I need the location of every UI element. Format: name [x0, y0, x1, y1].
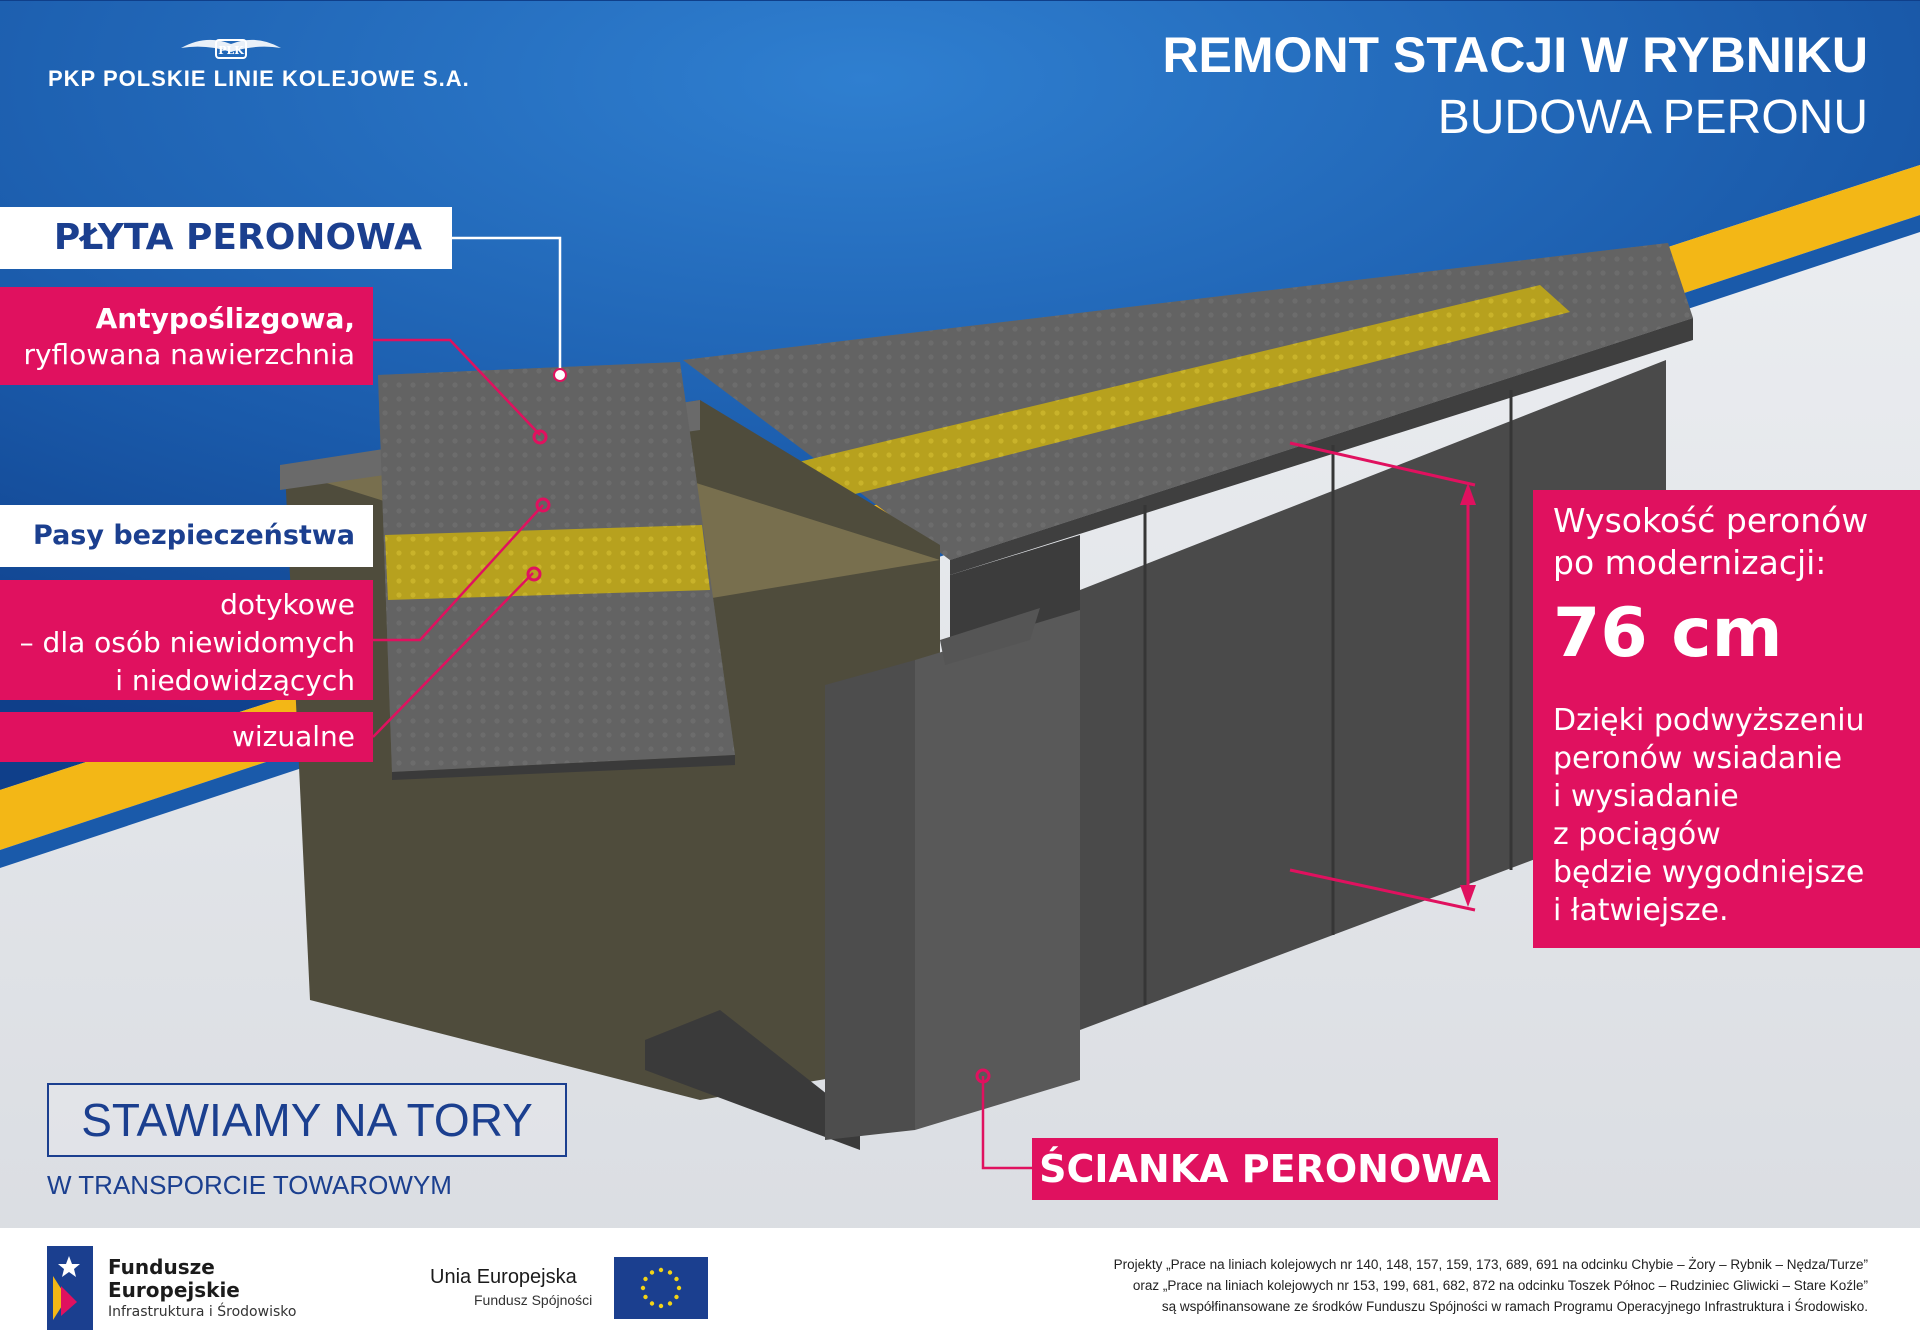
height-info-box [1533, 490, 1920, 948]
slogan-main: STAWIAMY NA TORY [81, 1094, 533, 1146]
fundusze-europejskie-logo-icon [47, 1246, 93, 1330]
ue-subtitle: Fundusz Spójności [474, 1292, 593, 1308]
projects-line-3: są współfinansowane ze środków Funduszu Spójności w ramach Programu Operacyjnego Infrastruktura i Środowisko. [1161, 1299, 1868, 1314]
fe-title-2: Europejskie [108, 1278, 240, 1302]
antislip-label-box [0, 287, 373, 385]
antislip-text: ryflowana nawierzchnia [23, 338, 355, 371]
height-info-heading: Wysokość peronów po modernizacji: [1553, 501, 1869, 582]
tactile-label-box [0, 580, 373, 700]
tactile-line-2: – dla osób niewidomych [19, 626, 355, 659]
fe-title-1: Fundusze [108, 1255, 215, 1279]
tactile-line-1: dotykowe [220, 588, 355, 621]
height-value: 76 cm [1553, 594, 1783, 673]
pasy-bezpieczenstwa-label: Pasy bezpieczeństwa [0, 505, 373, 567]
tactile-line-3: i niedowidzących [115, 664, 355, 697]
plyta-peronowa-label: PŁYTA PERONOWA [0, 207, 452, 269]
height-info-description: Dzięki podwyższeniu peronów wsiadanie i wysiadanie z pociągów będzie wygodniejsze i łatwiejsze. [1553, 703, 1865, 928]
projects-line-1: Projekty „Prace na liniach kolejowych nr 140, 148, 157, 159, 173, 689, 691 na odcinku Chybie – Żory – Rybnik – Nędza/Turze” [1113, 1257, 1868, 1272]
scianka-peronowa-label: ŚCIANKA PERONOWA [1032, 1138, 1498, 1200]
page-title: REMONT STACJI W RYBNIKU [1162, 27, 1868, 83]
antislip-bold-text: Antypoślizgowa, [95, 302, 355, 335]
plk-logo-icon [176, 30, 286, 66]
visual-strip-label: wizualne [0, 712, 373, 762]
projects-line-2: oraz „Prace na liniach kolejowych nr 153, 199, 681, 682, 872 na odcinku Toszek Północ – Rudziniec Gliwicki – Stare Koźle” [1132, 1278, 1868, 1293]
company-name: PKP POLSKIE LINIE KOLEJOWE S.A. [48, 66, 470, 91]
eu-flag-icon [614, 1257, 708, 1319]
slogan-sub: W TRANSPORCIE TOWAROWYM [47, 1170, 452, 1200]
ue-title: Unia Europejska [430, 1266, 577, 1288]
fe-subtitle: Infrastruktura i Środowisko [108, 1304, 297, 1320]
slogan-box [47, 1083, 567, 1157]
svg-text:PLK: PLK [218, 44, 244, 57]
page-subtitle: BUDOWA PERONU [1437, 91, 1868, 144]
